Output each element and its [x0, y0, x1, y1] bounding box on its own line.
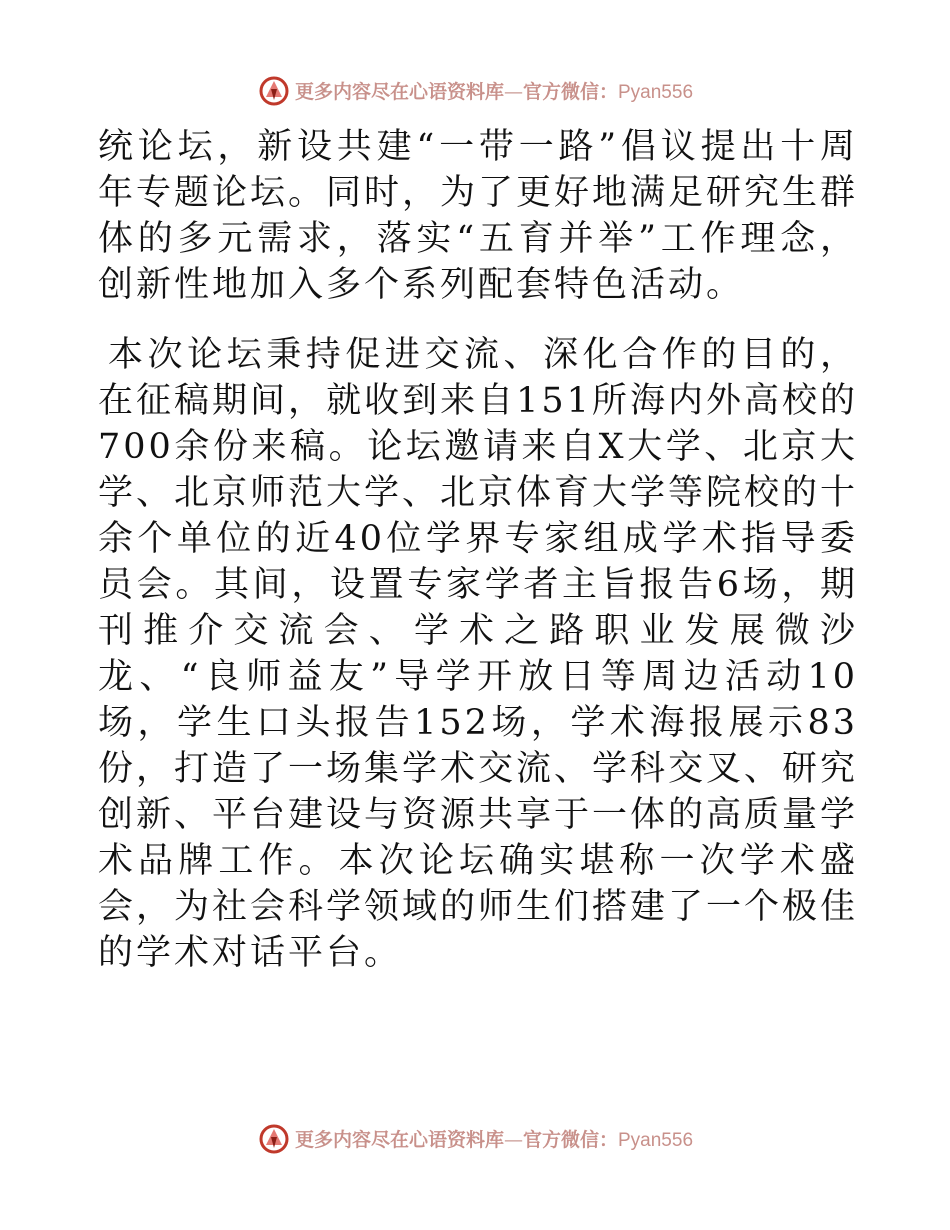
- watermark-cn: 更多内容尽在心语资料库: [294, 1128, 504, 1151]
- watermark-separator: —: [503, 1128, 523, 1151]
- bookmark-logo-icon: [257, 73, 291, 107]
- bookmark-logo-icon: [257, 1121, 291, 1155]
- watermark-wechat-label: 官方微信：: [522, 1128, 618, 1151]
- watermark-text: [295, 1125, 693, 1152]
- paragraph-1: 统论坛，新设共建“一带一路”倡议提出十周年专题论坛。同时，为了更好地满足研究生群体的多元需求，落实“五育并举”工作理念，创新性地加入多个系列配套特色活动。: [98, 127, 859, 305]
- paragraph-2: 本次论坛秉持促进交流、深化合作的目的，在征稿期间，就收到来自151所海内外高校的700余份来稿。论坛邀请来自X大学、北京大学、北京师范大学、北京体育大学等院校的十余个单位的近40位学界专家组成学术指导委员会。其间，设置专家学者主旨报告6场，期刊推介交流会、学术之路职业发展微沙龙、“良师益友”导学开放日等周边活动10场，学生口头报告152场，学术海报展示83份，打造了一场集学术交流、学科交叉、研究创新、平台建设与资源共享于一体的高质量学术品牌工作。本次论坛确实堪称一次学术盛会，为社会科学领域的师生们搭建了一个极佳的学术对话平台。: [98, 335, 859, 973]
- watermark-cn: 更多内容尽在心语资料库: [294, 80, 504, 103]
- document-body: [98, 124, 858, 976]
- watermark-wechat-id: Pyan556: [618, 1129, 694, 1151]
- watermark-wechat-label: 官方微信：: [522, 80, 618, 103]
- footer-watermark: [0, 1118, 950, 1158]
- watermark-wechat-id: Pyan556: [618, 81, 694, 103]
- watermark-text: [295, 77, 693, 104]
- header-watermark: [0, 70, 950, 110]
- watermark-separator: —: [503, 80, 523, 103]
